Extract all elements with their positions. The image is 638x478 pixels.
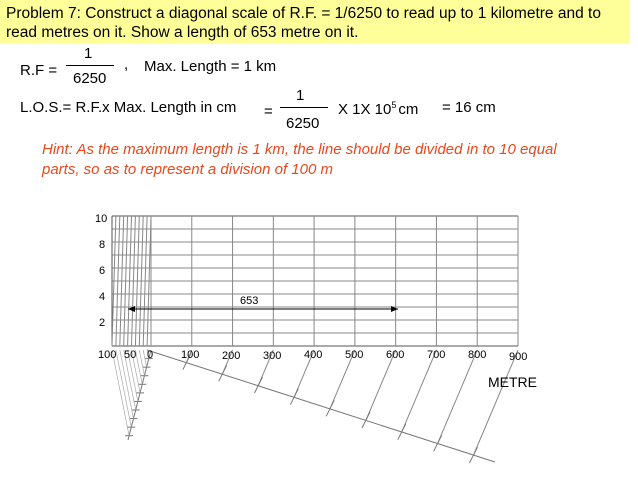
los-equals: = <box>264 103 273 120</box>
y-label-4: 4 <box>99 291 106 303</box>
tick-mark <box>434 435 442 451</box>
rf-denominator: 6250 <box>73 70 107 87</box>
los-label: L.O.S.= R.F.x Max. Length in cm <box>20 99 237 116</box>
y-label-2: 2 <box>99 317 106 329</box>
rf-separator: , <box>124 56 129 73</box>
y-label-8: 8 <box>99 239 106 251</box>
x-label-0: 0 <box>147 349 154 361</box>
projection-lines <box>112 350 518 463</box>
y-label-6: 6 <box>99 265 106 277</box>
los-multiplier-unit: cm <box>398 101 419 118</box>
x-label-500: 500 <box>345 349 364 361</box>
tick-mark <box>398 424 406 440</box>
subdivision-projection-line <box>135 350 142 384</box>
projection-line <box>402 350 437 432</box>
x-label-800: 800 <box>468 349 487 361</box>
rf-numerator: 1 <box>84 45 93 62</box>
x-label-700: 700 <box>427 349 446 361</box>
x-label-600: 600 <box>386 349 405 361</box>
scale-grid <box>112 216 518 346</box>
subdivision-projection-line <box>116 350 131 427</box>
los-numerator: 1 <box>296 87 305 104</box>
los-multiplier-base: X 1X 10 <box>338 101 392 118</box>
projection-line <box>438 350 478 443</box>
tick-mark <box>470 447 478 463</box>
measure-label: 653 <box>240 295 259 307</box>
los-denominator: 6250 <box>286 115 320 132</box>
division-construction-line <box>147 350 495 462</box>
x-label-100-left: 100 <box>98 349 117 361</box>
projection-line <box>474 350 519 455</box>
x-label-300: 300 <box>263 350 282 362</box>
x-label-100: 100 <box>181 349 200 361</box>
los-result: = 16 cm <box>442 99 496 116</box>
x-label-50: 50 <box>124 349 137 361</box>
rf-label: R.F = <box>20 62 58 79</box>
los-multiplier-exponent: 5 <box>391 100 397 110</box>
x-label-200: 200 <box>222 350 241 362</box>
problem-statement-text: Problem 7: Construct a diagonal scale of R.F. = 1/6250 to read up to 1 kilometre and to read metres on it. Show a length of 653 metre on it. <box>6 5 601 41</box>
x-label-400: 400 <box>304 349 323 361</box>
hint-text: Hint: As the maximum length is 1 km, the line should be divided in to 10 equal parts, so as to represent a division of 100 m <box>42 141 557 178</box>
y-label-10: 10 <box>95 213 108 225</box>
unit-label: METRE <box>488 374 537 390</box>
max-length-text: Max. Length = 1 km <box>144 58 277 75</box>
x-label-900: 900 <box>509 351 528 363</box>
